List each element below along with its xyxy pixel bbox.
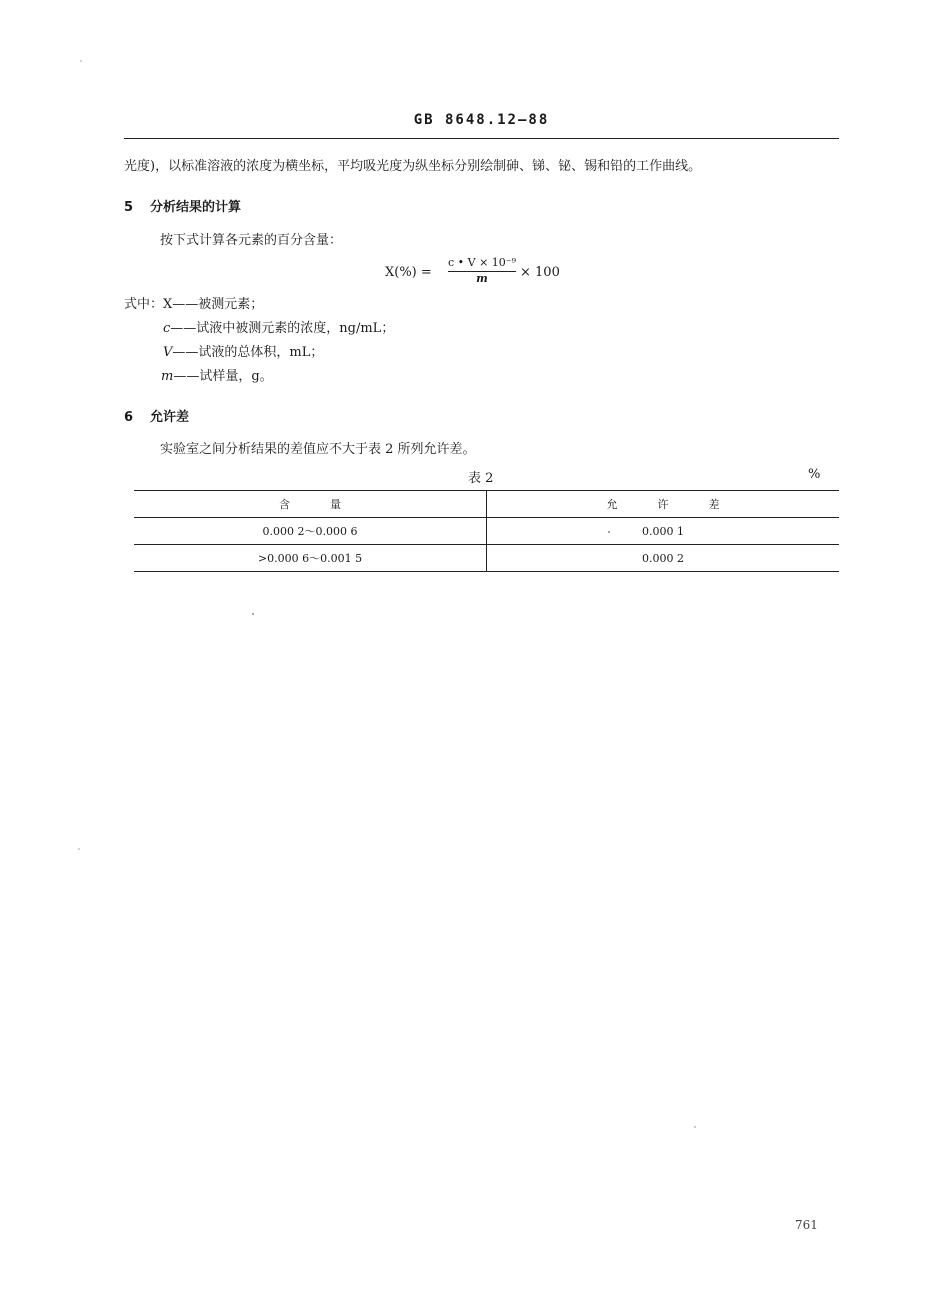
where-symbol-v: V <box>163 345 173 360</box>
document-header: GB 8648.12—88 <box>413 112 550 128</box>
where-desc-m: ——试样量，g。 <box>173 369 273 384</box>
formula-lhs: X(%) = <box>385 265 432 280</box>
calculation-intro: 按下式计算各元素的百分含量： <box>160 233 343 248</box>
where-line-m <box>161 369 273 385</box>
section-6-number: 6 <box>124 410 134 425</box>
table-unit: % <box>808 467 821 482</box>
continuation-paragraph: 光度)，以标准溶液的浓度为横坐标，平均吸光度为纵坐标分别绘制砷、锑、铋、锡和铅的工作曲线。 <box>124 159 702 174</box>
tolerance-table <box>134 490 839 572</box>
formula-fraction <box>448 256 516 286</box>
cell-content: 0.000 2～0.000 6 <box>134 518 487 545</box>
scan-speck <box>78 848 80 850</box>
where-line-c <box>163 321 394 337</box>
page-number: 761 <box>795 1218 818 1232</box>
section-6-paragraph: 实验室之间分析结果的差值应不大于表 2 所列允许差。 <box>160 442 476 457</box>
where-desc-v: ——试液的总体积，mL； <box>172 345 324 360</box>
header-content: 含量 <box>134 491 487 518</box>
where-line-v <box>163 345 323 361</box>
where-symbol-c: c <box>163 321 171 336</box>
table-header-row <box>134 491 839 518</box>
header-tolerance: 允许差 <box>487 491 840 518</box>
header-rule <box>124 138 839 139</box>
where-desc-c: ——试液中被测元素的浓度，ng/mL； <box>170 321 395 336</box>
table-row <box>134 545 839 572</box>
scan-speck <box>80 60 82 62</box>
scan-speck <box>252 613 254 615</box>
section-6-heading <box>124 406 189 425</box>
scan-speck <box>608 531 610 533</box>
formula-numerator: c • V × 10⁻⁹ <box>448 256 516 272</box>
section-5-heading <box>124 196 241 215</box>
where-line-x <box>124 297 263 313</box>
formula-denominator: m <box>476 272 488 285</box>
section-5-number: 5 <box>124 200 134 215</box>
where-symbol-x: X <box>163 297 173 312</box>
cell-content: >0.000 6～0.001 5 <box>134 545 487 572</box>
section-5-title: 分析结果的计算 <box>150 200 242 215</box>
cell-tolerance: 0.000 2 <box>487 545 840 572</box>
table-caption: 表 2 <box>468 471 494 486</box>
scan-speck <box>694 1126 696 1128</box>
where-desc-x: ——被测元素； <box>172 297 264 312</box>
where-lead: 式中： <box>124 297 164 312</box>
cell-tolerance: 0.000 1 <box>487 518 840 545</box>
table-row <box>134 518 839 545</box>
where-symbol-m: m <box>161 369 174 384</box>
formula-rhs: × 100 <box>520 265 560 280</box>
section-6-title: 允许差 <box>150 410 190 425</box>
